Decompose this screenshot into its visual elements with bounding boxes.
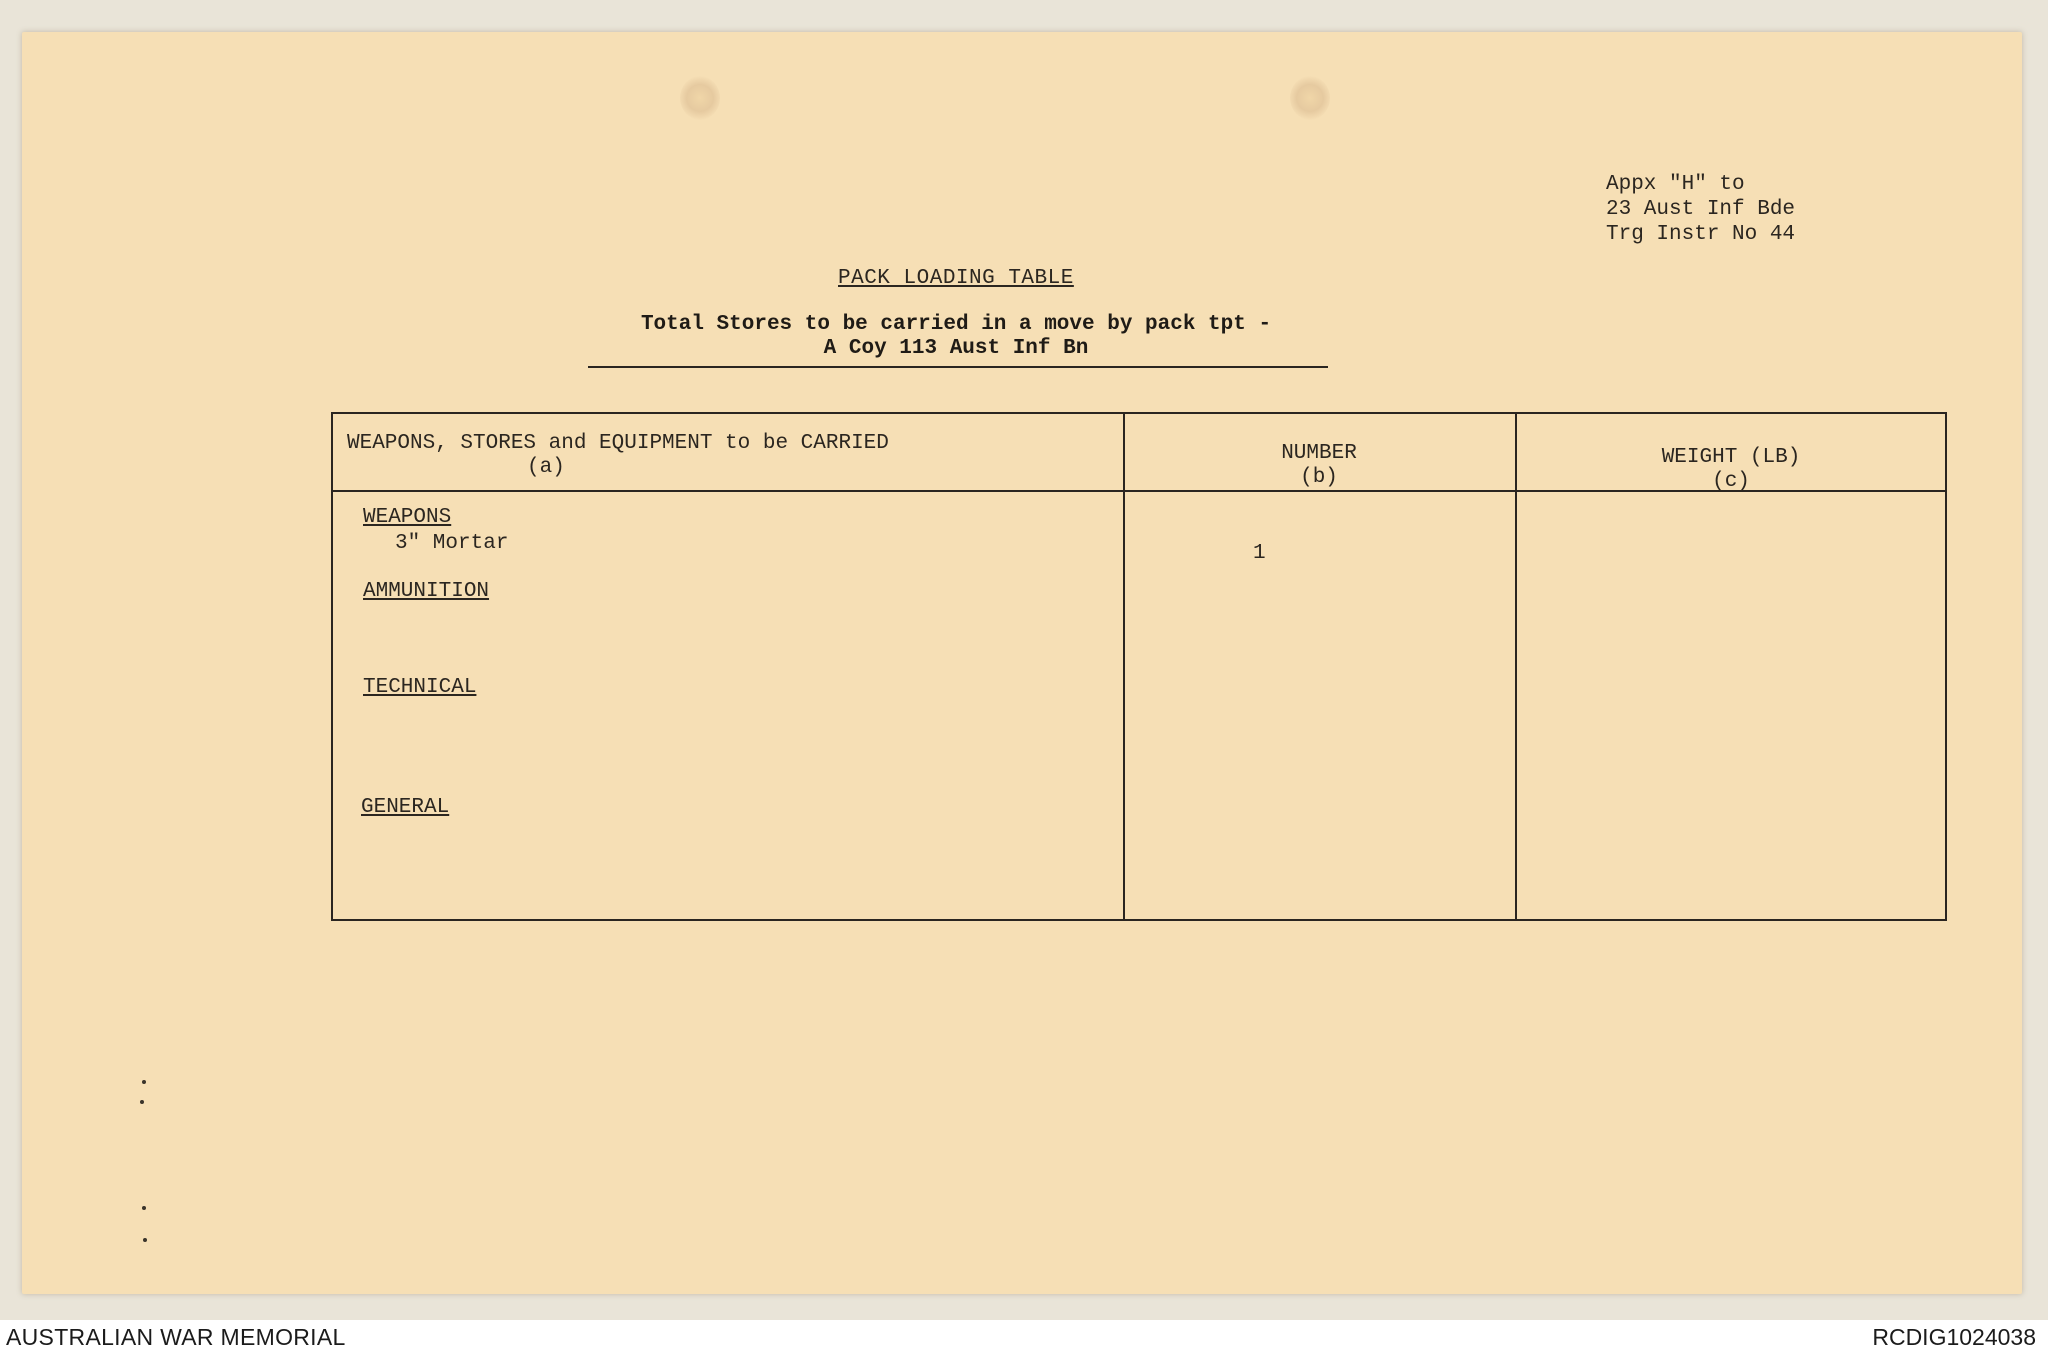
- document-subtitle: [586, 313, 1326, 361]
- subtitle-line-2: A Coy 113 Aust Inf Bn: [823, 337, 1089, 360]
- document-reference: [1606, 172, 1795, 247]
- footer-id: RCDIG1024038: [1872, 1324, 2036, 1350]
- column-header-weight-label: WEIGHT (LB): [1661, 446, 1801, 469]
- item-mortar: 3" Mortar: [395, 532, 509, 555]
- subtitle-line-1: Total Stores to be carried in a move by pack tpt -: [640, 313, 1272, 336]
- punch-hole-left: [680, 76, 720, 120]
- ink-speck: [142, 1206, 146, 1210]
- item-mortar-number: 1: [1253, 542, 1266, 565]
- pack-loading-table: [331, 412, 1947, 921]
- reference-line-1: Appx "H" to: [1606, 173, 1745, 196]
- ink-speck: [140, 1100, 144, 1104]
- column-header-number: [1125, 442, 1513, 490]
- subtitle-underline: [588, 366, 1328, 368]
- column-header-weight-key: (c): [1712, 470, 1750, 493]
- column-header-number-label: NUMBER: [1281, 442, 1357, 465]
- category-ammunition: AMMUNITION: [363, 580, 490, 603]
- category-technical: TECHNICAL: [363, 676, 477, 699]
- column-header-number-key: (b): [1300, 466, 1338, 489]
- reference-line-3: Trg Instr No 44: [1606, 223, 1796, 246]
- column-header-items: [347, 432, 1037, 480]
- reference-line-2: 23 Aust Inf Bde: [1606, 198, 1796, 221]
- document-title: PACK LOADING TABLE: [838, 267, 1074, 290]
- category-weapons: WEAPONS: [363, 506, 452, 529]
- ink-speck: [143, 1238, 147, 1242]
- column-header-weight: [1517, 446, 1945, 494]
- punch-hole-right: [1290, 76, 1330, 120]
- column-header-items-key: (a): [527, 456, 565, 479]
- column-header-items-label: WEAPONS, STORES and EQUIPMENT to be CARRIED: [347, 432, 889, 455]
- ink-speck: [142, 1080, 146, 1084]
- footer-source: AUSTRALIAN WAR MEMORIAL: [6, 1324, 346, 1350]
- category-general: GENERAL: [361, 796, 450, 819]
